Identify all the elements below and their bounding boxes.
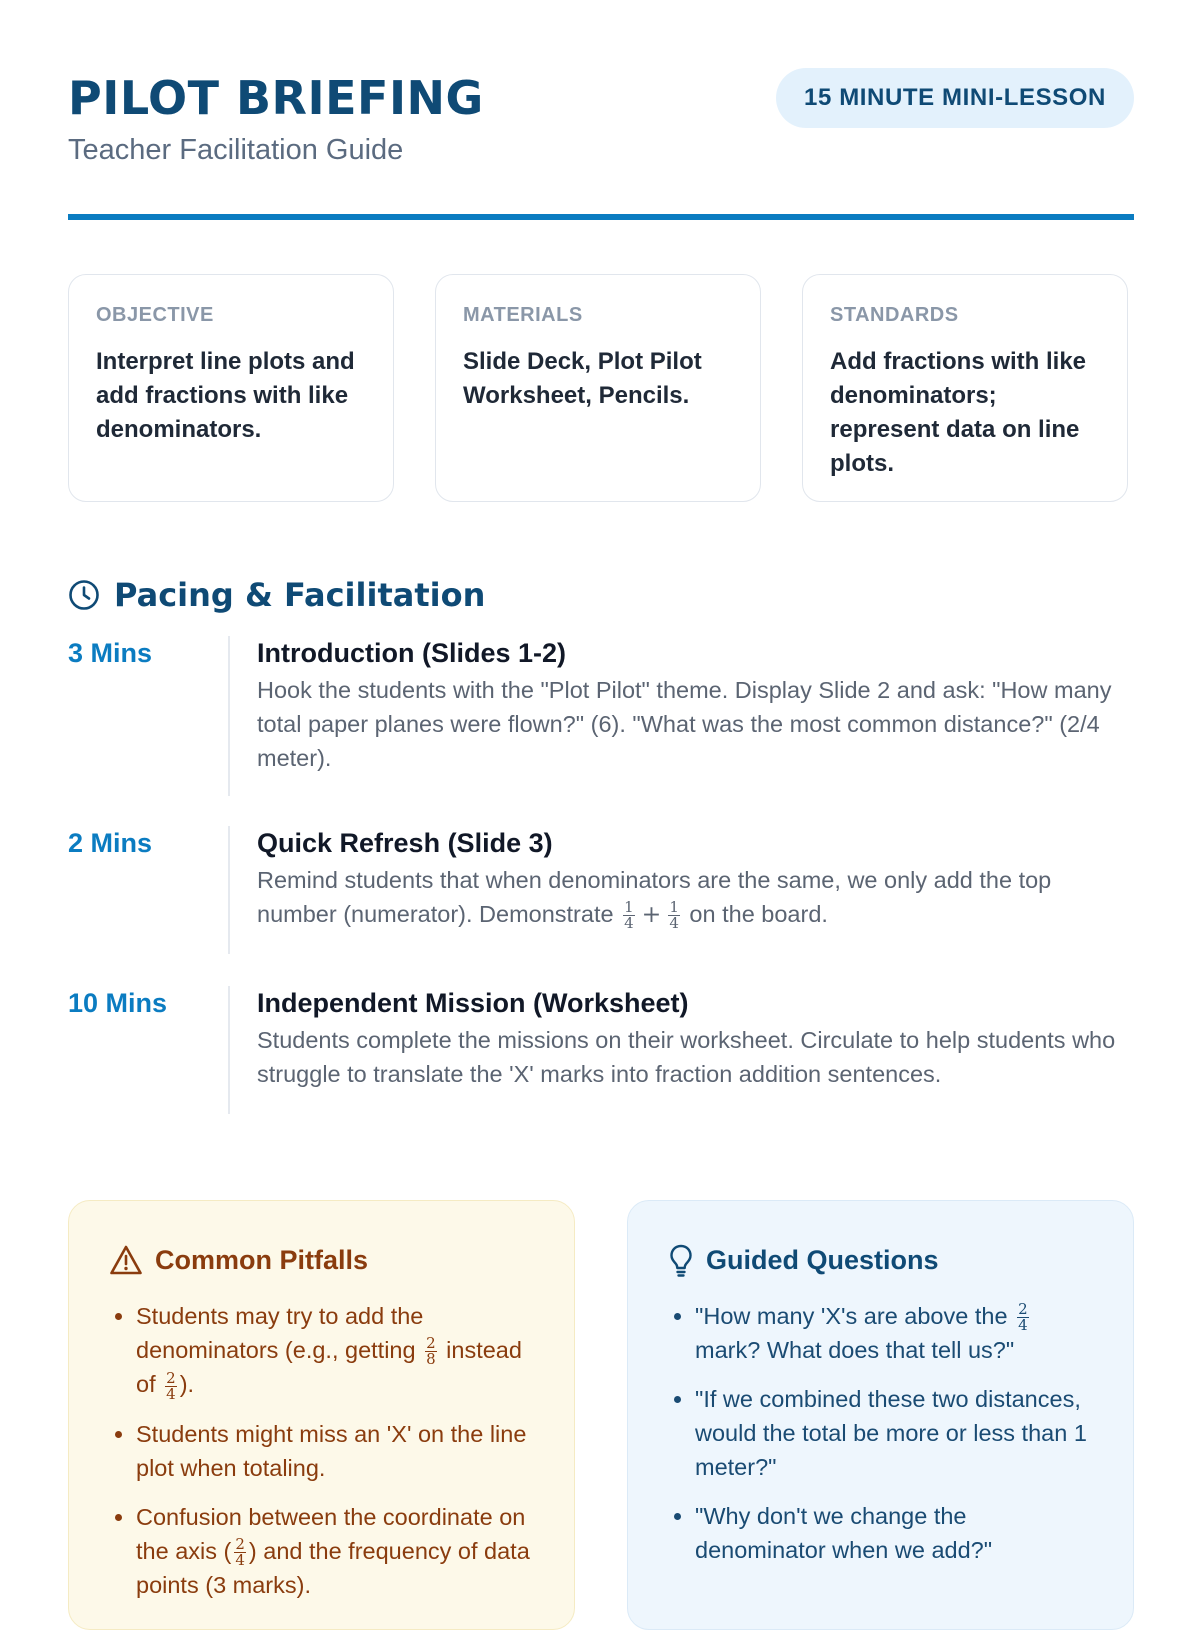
pitfalls-heading (109, 1243, 544, 1277)
pitfalls-list (109, 1299, 544, 1602)
questions-list (668, 1299, 1103, 1567)
numerator: 2 (426, 1334, 436, 1353)
step-text-part: Remind students that when denominators are the same, we only add the top number (numerator). Demonstrate (257, 867, 1052, 927)
card-label: OBJECTIVE (96, 304, 214, 326)
guided-questions-panel (627, 1200, 1134, 1630)
plus-sign: + (641, 900, 662, 928)
card-text: Add fractions with like denominators; represent data on line plots. (830, 348, 1087, 477)
step-time: 3 Mins (68, 638, 153, 668)
numerator: 2 (235, 1534, 245, 1553)
pitfalls-title: Common Pitfalls (155, 1245, 369, 1275)
step-body (257, 636, 1137, 775)
page-title: PILOT BRIEFING (68, 71, 484, 125)
page-subtitle: Teacher Facilitation Guide (68, 134, 404, 166)
summary-cards (68, 274, 1134, 502)
fraction (234, 1534, 246, 1569)
pacing-title: Pacing & Facilitation (114, 576, 486, 614)
objective-card (68, 274, 394, 502)
step-title: Independent Mission (Worksheet) (257, 988, 689, 1018)
step-title: Quick Refresh (Slide 3) (257, 828, 553, 858)
step-text (257, 863, 1137, 931)
fraction (668, 900, 680, 931)
denominator: 4 (1018, 1316, 1028, 1335)
step-time: 2 Mins (68, 828, 153, 858)
list-item (136, 1500, 544, 1602)
denominator: 4 (669, 914, 679, 933)
denominator: 4 (166, 1384, 176, 1403)
header (68, 0, 1134, 222)
timeline-divider (228, 636, 230, 796)
timeline-divider (228, 986, 230, 1114)
numerator: 1 (624, 898, 634, 917)
questions-heading (668, 1243, 1103, 1277)
list-item: • Students might miss an 'X' on the line plot when totaling. (136, 1417, 544, 1485)
numerator: 2 (1018, 1300, 1028, 1319)
list-item (136, 1299, 544, 1402)
step-time: 10 Mins (68, 988, 168, 1018)
list-item (695, 1299, 1103, 1367)
card-text: Interpret line plots and add fractions with like denominators. (96, 348, 355, 443)
step-title: Introduction (Slides 1-2) (257, 638, 567, 668)
denominator: 8 (426, 1350, 436, 1369)
header-divider (68, 214, 1134, 220)
fraction (1017, 1302, 1029, 1333)
item-text: instead of (136, 1337, 522, 1398)
denominator: 4 (235, 1550, 245, 1569)
facilitation-guide-page (68, 0, 1134, 1598)
step-text: Hook the students with the "Plot Pilot" theme. Display Slide 2 and ask: "How many total paper planes were flown?" (6). "What was the most common distance?" (2/4 meter). (257, 677, 1112, 771)
step-text-part: on the board. (689, 901, 828, 927)
numerator: 1 (669, 898, 679, 917)
pacing-heading (68, 575, 485, 615)
fraction (165, 1368, 177, 1403)
materials-card (435, 274, 761, 502)
item-text: ). (179, 1371, 195, 1398)
numerator: 2 (166, 1368, 176, 1387)
list-item: • "Why don't we change the denominator when we add?" (695, 1499, 1103, 1567)
fraction (623, 900, 635, 931)
warning-icon (109, 1244, 143, 1276)
questions-title: Guided Questions (706, 1245, 939, 1275)
step-body (257, 986, 1137, 1091)
step-body (257, 826, 1137, 931)
duration-badge: 15 MINUTE MINI-LESSON (776, 68, 1134, 128)
card-label: STANDARDS (830, 304, 959, 326)
item-text: Students may try to add the denominators (e.g., getting (136, 1303, 424, 1363)
item-text: Confusion between the coordinate on the axis ( (136, 1503, 526, 1564)
clock-icon (68, 579, 100, 611)
fraction (425, 1336, 437, 1367)
card-text: Slide Deck, Plot Pilot Worksheet, Pencils. (463, 348, 702, 409)
denominator: 4 (624, 914, 634, 933)
pitfalls-panel (68, 1200, 575, 1630)
list-item: • "If we combined these two distances, would the total be more or less than 1 meter?" (695, 1382, 1103, 1484)
timeline-divider (228, 826, 230, 954)
item-text: mark? What does that tell us?" (695, 1337, 1015, 1364)
item-text: ) and the frequency of data points (3 marks). (136, 1537, 530, 1598)
standards-card (802, 274, 1128, 502)
item-text: "How many 'X's are above the (695, 1303, 1008, 1329)
lightbulb-icon (668, 1243, 694, 1277)
step-text: Students complete the missions on their worksheet. Circulate to help students who struggle to translate the 'X' marks into fraction addition sentences. (257, 1027, 1116, 1087)
card-label: MATERIALS (463, 304, 583, 326)
